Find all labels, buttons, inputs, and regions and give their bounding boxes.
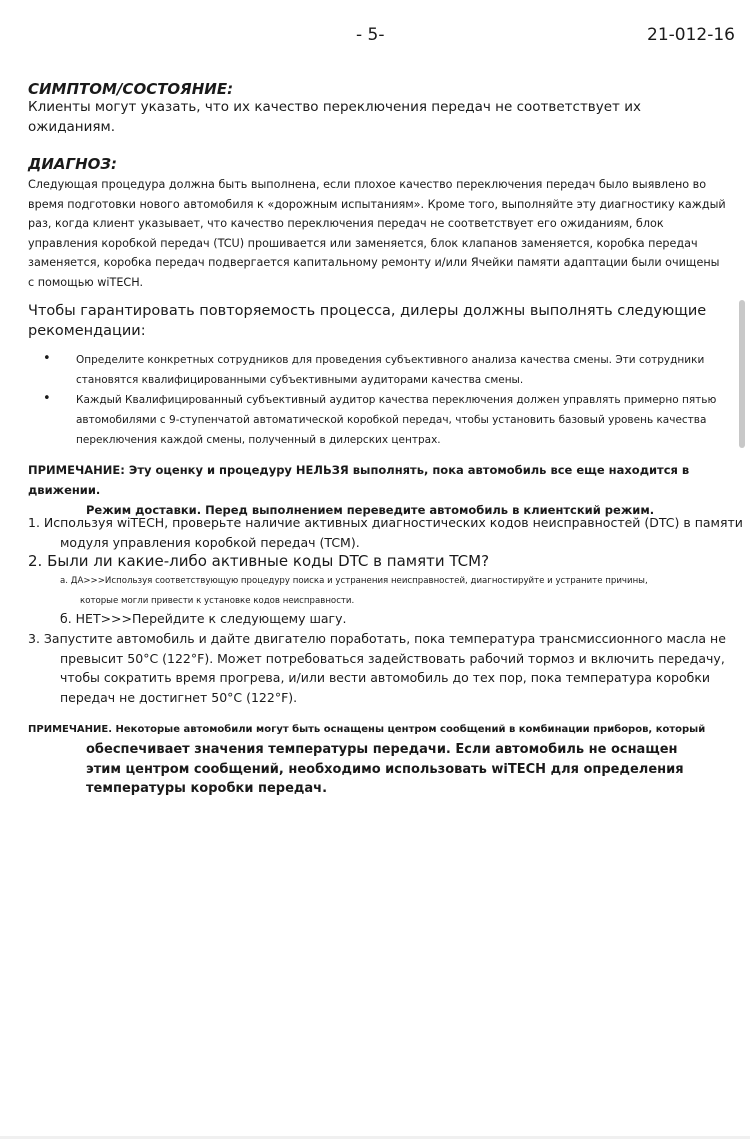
bullet-icon: •	[43, 351, 51, 366]
step-2a-line-2: которые могли привести к установке кодов неисправности.	[80, 595, 355, 606]
list-item	[40, 350, 720, 390]
recommendations-intro: Чтобы гарантировать повторяемость процесса, дилеры должны выполнять следующие рекомендации:	[28, 303, 707, 339]
bullet-icon: •	[43, 391, 51, 406]
vertical-scrollbar[interactable]	[739, 300, 745, 448]
diagnosis-heading: ДИАГНОЗ:	[28, 155, 118, 173]
list-item-text: Каждый Квалифицированный субъективный аудитор качества переключения должен управлять примерно пятью автомобилями с 9-ступенчатой автоматической коробкой передач, чтобы установить базовый уровень качества переключения каждой смены, полученный в дилерских центрах.	[76, 394, 717, 446]
step-1: 1. Используя wiTECH, проверьте наличие активных диагностических кодов неисправностей (DTC) в памяти модуля управления коробкой передач (TCM).	[28, 515, 743, 550]
symptom-text: Клиенты могут указать, что их качество переключения передач не соответствует их ожиданиям.	[28, 99, 641, 135]
note-delivery-mode	[28, 460, 728, 520]
step-2: 2. Были ли какие-либо активные коды DTC в памяти TCM?	[28, 552, 490, 570]
step-3: 3. Запустите автомобиль и дайте двигателю поработать, пока температура трансмиссионного масла не превысит 50°C (122°F). Может потребоваться задействовать рабочий тормоз и включить передачу, чтобы сократить время прогрева, и/или вести автомобиль до тех пор, пока температура коробки передач не достигнет 50°C (122°F).	[28, 631, 726, 705]
list-item	[40, 390, 720, 450]
page-number: - 5-	[356, 25, 385, 45]
note-line-1: ПРИМЕЧАНИЕ: Эту оценку и процедуру НЕЛЬЗЯ выполнять, пока автомобиль все еще находится в движении.	[28, 463, 690, 497]
list-item-text: Определите конкретных сотрудников для проведения субъективного анализа качества смены. Эти сотрудники становятся квалифицированными субъективными аудиторами качества смены.	[76, 354, 705, 386]
step-2b: б. НЕТ>>>Перейдите к следующему шагу.	[60, 611, 347, 626]
diagnosis-text: Следующая процедура должна быть выполнена, если плохое качество переключения передач было выявлено во время подготовки нового автомобиля к «дорожным испытаниям». Кроме того, выполняйте эту диагностику каждый раз, когда клиент указывает, что качество переключения передач не соответствует его ожиданиям, блок управления коробкой передач (TCU) прошивается или заменяется, блок клапанов заменяется, коробка передач заменяется, коробка передач подвергается капитальному ремонту и/или Ячейки памяти адаптации были очищены с помощью wiTECH.	[28, 178, 726, 289]
step-2a	[60, 572, 680, 611]
note-line-2: Режим доставки. Перед выполнением переведите автомобиль в клиентский режим.	[86, 503, 655, 517]
symptom-heading: СИМПТОМ/СОСТОЯНИЕ:	[28, 80, 234, 98]
note2-rest: обеспечивает значения температуры передачи. Если автомобиль не оснащен этим центром сообщений, необходимо использовать wiTECH для определения температуры коробки передач.	[86, 742, 684, 796]
document-number: 21-012-16	[647, 25, 735, 45]
note2-first-line: ПРИМЕЧАНИЕ. Некоторые автомобили могут быть оснащены центром сообщений в комбинации приборов, который	[28, 724, 706, 735]
step-2a-line-1: а. ДА>>>Используя соответствующую процедуру поиска и устранения неисправностей, диагностируйте и устраните причины,	[60, 576, 648, 586]
recommendations-list	[40, 350, 720, 450]
note-temperature	[28, 720, 728, 799]
